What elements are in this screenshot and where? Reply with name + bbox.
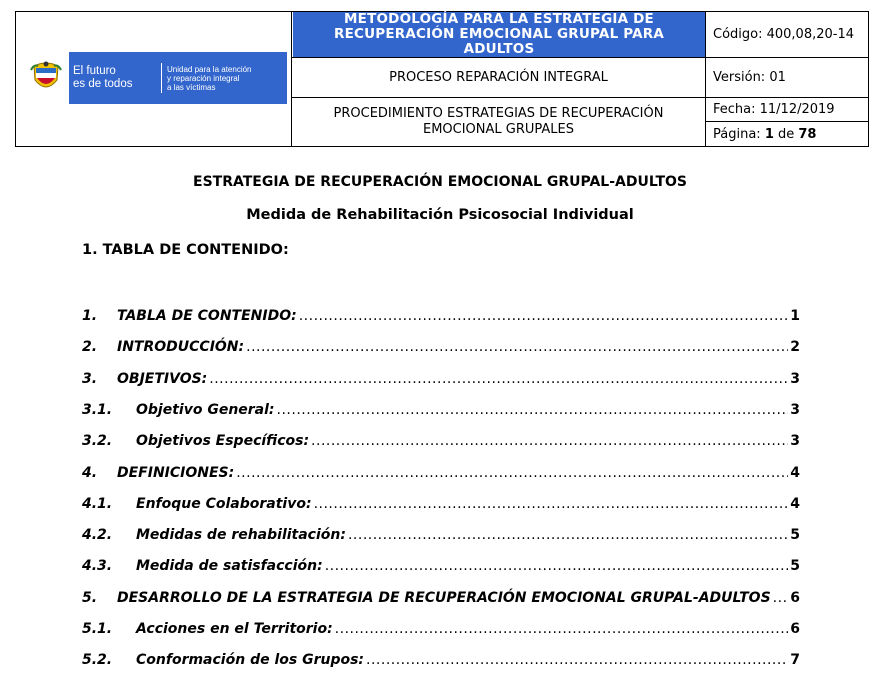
toc-entry-page: 5	[790, 558, 800, 574]
logo-banner	[69, 52, 287, 104]
toc-entry-label: INTRODUCCIÓN:	[117, 339, 245, 355]
toc-entry-page: 2	[790, 339, 800, 355]
coat-of-arms-icon	[23, 52, 69, 104]
toc-entry-label: Enfoque Colaborativo:	[136, 496, 312, 512]
toc-entry[interactable]	[82, 590, 800, 610]
page-of: de	[778, 126, 795, 142]
header-divider	[705, 12, 706, 146]
toc-entry-page: 3	[790, 402, 800, 418]
toc-dot-leader	[236, 465, 788, 481]
toc-entry-label: Medidas de rehabilitación:	[136, 527, 346, 543]
toc-entry-number: 5.2.	[82, 652, 113, 668]
document-header-table	[15, 11, 869, 147]
document-title: ESTRATEGIA DE RECUPERACIÓN EMOCIONAL GRUPAL-ADULTOS	[193, 174, 687, 190]
toc-entry[interactable]	[82, 558, 800, 578]
toc-entry-number: 1.	[82, 308, 98, 324]
procedure-name: PROCEDIMIENTO ESTRATEGIAS DE RECUPERACIÓN EMOCIONAL GRUPALES	[333, 106, 664, 137]
toc-dot-leader	[325, 558, 788, 574]
toc-entry-number: 3.	[82, 371, 98, 387]
document-date: Fecha: 11/12/2019	[713, 102, 835, 117]
toc-dot-leader	[277, 402, 788, 418]
toc-dot-leader	[299, 308, 788, 324]
toc-entry-number: 5.1.	[82, 621, 113, 637]
toc-entry-label: DEFINICIONES:	[117, 465, 235, 481]
current-page: 1	[764, 126, 774, 142]
process-name: PROCESO REPARACIÓN INTEGRAL	[389, 70, 608, 85]
toc-entry-number: 4.	[82, 465, 98, 481]
toc-entry[interactable]	[82, 527, 800, 547]
toc-entry-page: 6	[790, 621, 800, 637]
toc-entry-label: DESARROLLO DE LA ESTRATEGIA DE RECUPERACIÓN EMOCIONAL GRUPAL-ADULTOS	[117, 590, 771, 606]
toc-entry[interactable]	[82, 433, 800, 453]
page-indicator	[713, 122, 816, 146]
toc-entry-page: 4	[790, 465, 800, 481]
document-version: Versión: 01	[713, 70, 786, 85]
toc-entry-number: 3.2.	[82, 433, 113, 449]
toc-dot-leader	[311, 433, 788, 449]
document-code: Código: 400,08,20-14	[713, 27, 855, 42]
toc-entry-page: 1	[790, 308, 800, 324]
toc-entry-label: Conformación de los Grupos:	[136, 652, 365, 668]
toc-entry-label: Medida de satisfacción:	[136, 558, 323, 574]
total-pages: 78	[798, 126, 817, 142]
toc-dot-leader	[209, 371, 788, 387]
toc-entry[interactable]	[82, 496, 800, 516]
toc-dot-leader	[335, 621, 788, 637]
toc-entry-number: 4.1.	[82, 496, 113, 512]
document-methodology-title: METODOLOGÍA PARA LA ESTRATEGIA DE RECUPERACIÓN EMOCIONAL GRUPAL PARA ADULTOS	[293, 12, 705, 57]
toc-entry-label: OBJETIVOS:	[117, 371, 208, 387]
toc-entry-page: 5	[790, 527, 800, 543]
document-subtitle: Medida de Rehabilitación Psicosocial Individual	[246, 207, 634, 223]
toc-dot-leader	[348, 527, 788, 543]
toc-entry-label: Objetivos Específicos:	[136, 433, 310, 449]
toc-entry-number: 5.	[82, 590, 98, 606]
toc-entry-label: Objetivo General:	[136, 402, 275, 418]
toc-entry[interactable]	[82, 465, 800, 485]
toc-entry-page: 4	[790, 496, 800, 512]
toc-entry[interactable]	[82, 339, 800, 359]
toc-entry-number: 3.1.	[82, 402, 113, 418]
toc-heading: 1. TABLA DE CONTENIDO:	[82, 242, 289, 258]
toc-dot-leader	[314, 496, 788, 512]
toc-entry-page: 7	[790, 652, 800, 668]
toc-entry-page: 6	[790, 590, 800, 606]
logo-agency-name: Unidad para la atención y reparación integral a las víctimas	[167, 64, 252, 92]
toc-entry[interactable]	[82, 402, 800, 422]
toc-dot-leader	[773, 590, 788, 606]
toc-entry[interactable]	[82, 652, 800, 672]
toc-entry-number: 2.	[82, 339, 98, 355]
toc-entry[interactable]	[82, 621, 800, 641]
toc-entry-label: TABLA DE CONTENIDO:	[117, 308, 297, 324]
toc-entry-number: 4.3.	[82, 558, 113, 574]
institution-logo	[23, 52, 287, 104]
toc-dot-leader	[246, 339, 788, 355]
toc-entry-number: 4.2.	[82, 527, 113, 543]
page-label: Página:	[713, 126, 761, 142]
toc-entry[interactable]	[82, 371, 800, 391]
logo-divider	[161, 63, 162, 93]
toc-entry-label: Acciones en el Territorio:	[136, 621, 333, 637]
logo-slogan: El futuro es de todos	[73, 65, 133, 90]
toc-dot-leader	[366, 652, 788, 668]
toc-entry[interactable]	[82, 308, 800, 328]
toc-entry-page: 3	[790, 371, 800, 387]
toc-entry-page: 3	[790, 433, 800, 449]
